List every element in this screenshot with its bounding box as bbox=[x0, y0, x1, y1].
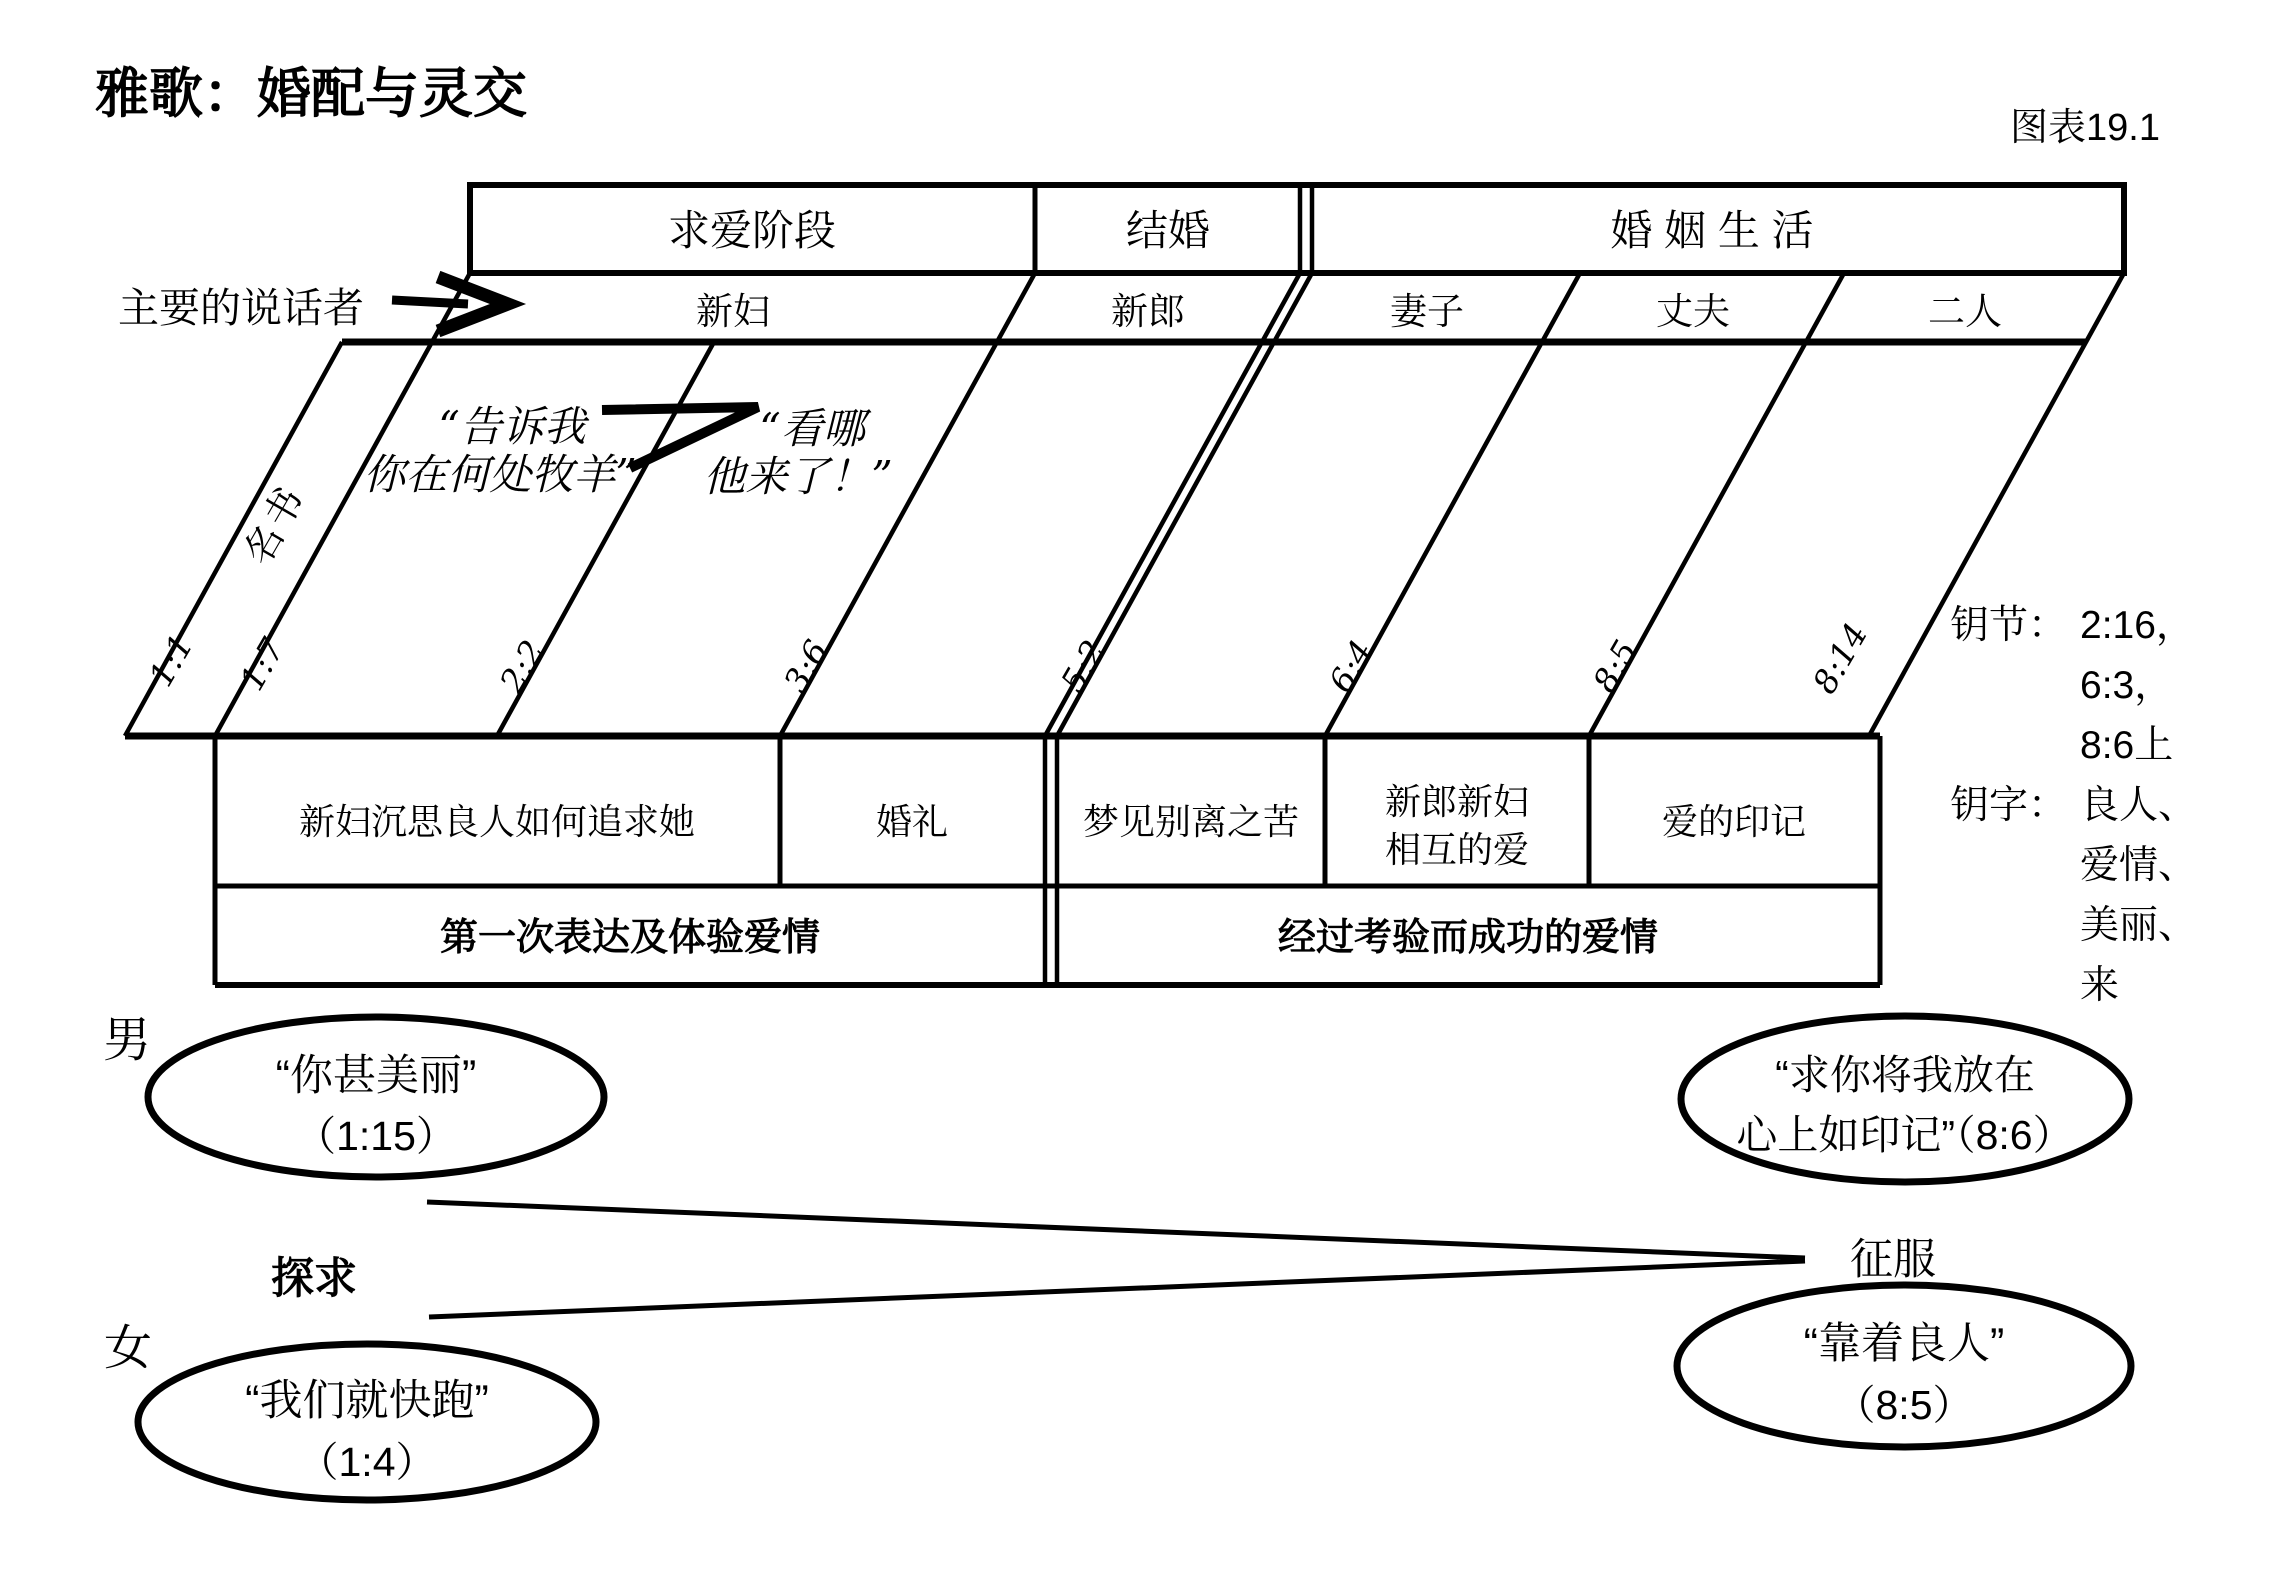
key-verse-3: 8:6上 bbox=[2080, 724, 2174, 767]
cell-first-love: 第一次表达及体验爱情 bbox=[439, 917, 821, 959]
verse-mark-1-7: 1:7 bbox=[231, 631, 293, 697]
bubble-top-right-line1: “求你将我放在 bbox=[1775, 1052, 2035, 1098]
bubble-bottom-left-line2: （1:4） bbox=[297, 1439, 437, 1485]
key-verses-label: 钥节： bbox=[1950, 604, 2068, 647]
key-verse-2: 6:3， bbox=[2080, 664, 2174, 707]
bubble-bottom-right-line1: “靠着良人” bbox=[1803, 1320, 2005, 1368]
male-label: 男 bbox=[102, 1014, 152, 1067]
quote-left-line1: “告诉我 bbox=[438, 402, 586, 451]
verse-mark-1-1: 1:1 bbox=[140, 627, 202, 693]
quote-right-line2: 他来了！” bbox=[703, 452, 893, 501]
key-words-label: 钥字： bbox=[1950, 784, 2068, 827]
key-verse-1: 2:16， bbox=[2080, 604, 2195, 647]
stage-wedding: 结婚 bbox=[1125, 207, 1211, 254]
quote-left-line2: 你在何处牧羊” bbox=[363, 450, 637, 499]
key-word-4: 来 bbox=[2080, 964, 2120, 1007]
bubble-bottom-right-line2: （8:5） bbox=[1834, 1382, 1974, 1428]
speaker-groom: 新郎 bbox=[1111, 291, 1185, 332]
key-word-2: 爱情、 bbox=[2080, 844, 2198, 887]
verse-mark-5-2: 5:2 bbox=[1052, 633, 1114, 699]
bubble-bottom-left-line1: “我们就快跑” bbox=[245, 1377, 489, 1425]
verse-mark-8-14: 8:14 bbox=[1804, 616, 1876, 701]
seek-label: 探求 bbox=[271, 1255, 357, 1303]
verse-mark-2-2: 2:2 bbox=[491, 633, 553, 699]
cell-tested-love: 经过考验而成功的爱情 bbox=[1277, 917, 1659, 959]
page-title: 雅歌：婚配与灵交 bbox=[95, 64, 527, 124]
conquer-label: 征服 bbox=[1850, 1236, 1936, 1284]
key-word-3: 美丽、 bbox=[2080, 904, 2198, 947]
quote-right-line1: “看哪 bbox=[759, 404, 865, 453]
verse-mark-3-6: 3:6 bbox=[775, 633, 837, 699]
bubble-top-left-line2: （1:15） bbox=[295, 1113, 457, 1159]
figure-label: 图表19.1 bbox=[2010, 107, 2160, 149]
header-table bbox=[470, 185, 2124, 273]
summary-table bbox=[215, 736, 1880, 985]
key-notes bbox=[1950, 604, 2197, 1007]
cell-bride-reflects: 新妇沉思良人如何追求她 bbox=[298, 802, 696, 843]
book-axis-char-2: 名 bbox=[235, 517, 293, 572]
pursuit-diagram bbox=[103, 1014, 2131, 1500]
cell-seal-of-love: 爱的印记 bbox=[1661, 802, 1807, 843]
verse-mark-8-5: 8:5 bbox=[1584, 633, 1646, 699]
cell-dream: 梦见别离之苦 bbox=[1082, 802, 1300, 843]
speaker-row-label: 主要的说话者 bbox=[118, 285, 364, 331]
bubble-top-left-line1: “你甚美丽” bbox=[275, 1052, 477, 1100]
female-label: 女 bbox=[103, 1322, 153, 1375]
pursuit-line-upper bbox=[427, 1202, 1805, 1258]
cell-mutual-love-line2: 相互的爱 bbox=[1384, 830, 1530, 871]
speaker-wife: 妻子 bbox=[1390, 291, 1464, 332]
verse-mark-6-4: 6:4 bbox=[1320, 633, 1382, 699]
cell-wedding: 婚礼 bbox=[875, 802, 949, 843]
speaker-both: 二人 bbox=[1928, 291, 2002, 332]
speaker-bride: 新妇 bbox=[696, 291, 770, 332]
speaker-husband: 丈夫 bbox=[1656, 291, 1730, 332]
speaker-row bbox=[118, 277, 2086, 342]
pursuit-line-lower bbox=[429, 1261, 1805, 1317]
book-axis-char-1: 书 bbox=[255, 480, 313, 535]
cell-mutual-love-line1: 新郎新妇 bbox=[1384, 782, 1530, 823]
stage-married-life: 婚 姻 生 活 bbox=[1610, 207, 1814, 254]
key-word-1: 良人、 bbox=[2080, 784, 2198, 827]
stage-courtship: 求爱阶段 bbox=[667, 207, 837, 254]
bubble-top-right-line2: 心上如印记”（8:6） bbox=[1736, 1112, 2074, 1158]
